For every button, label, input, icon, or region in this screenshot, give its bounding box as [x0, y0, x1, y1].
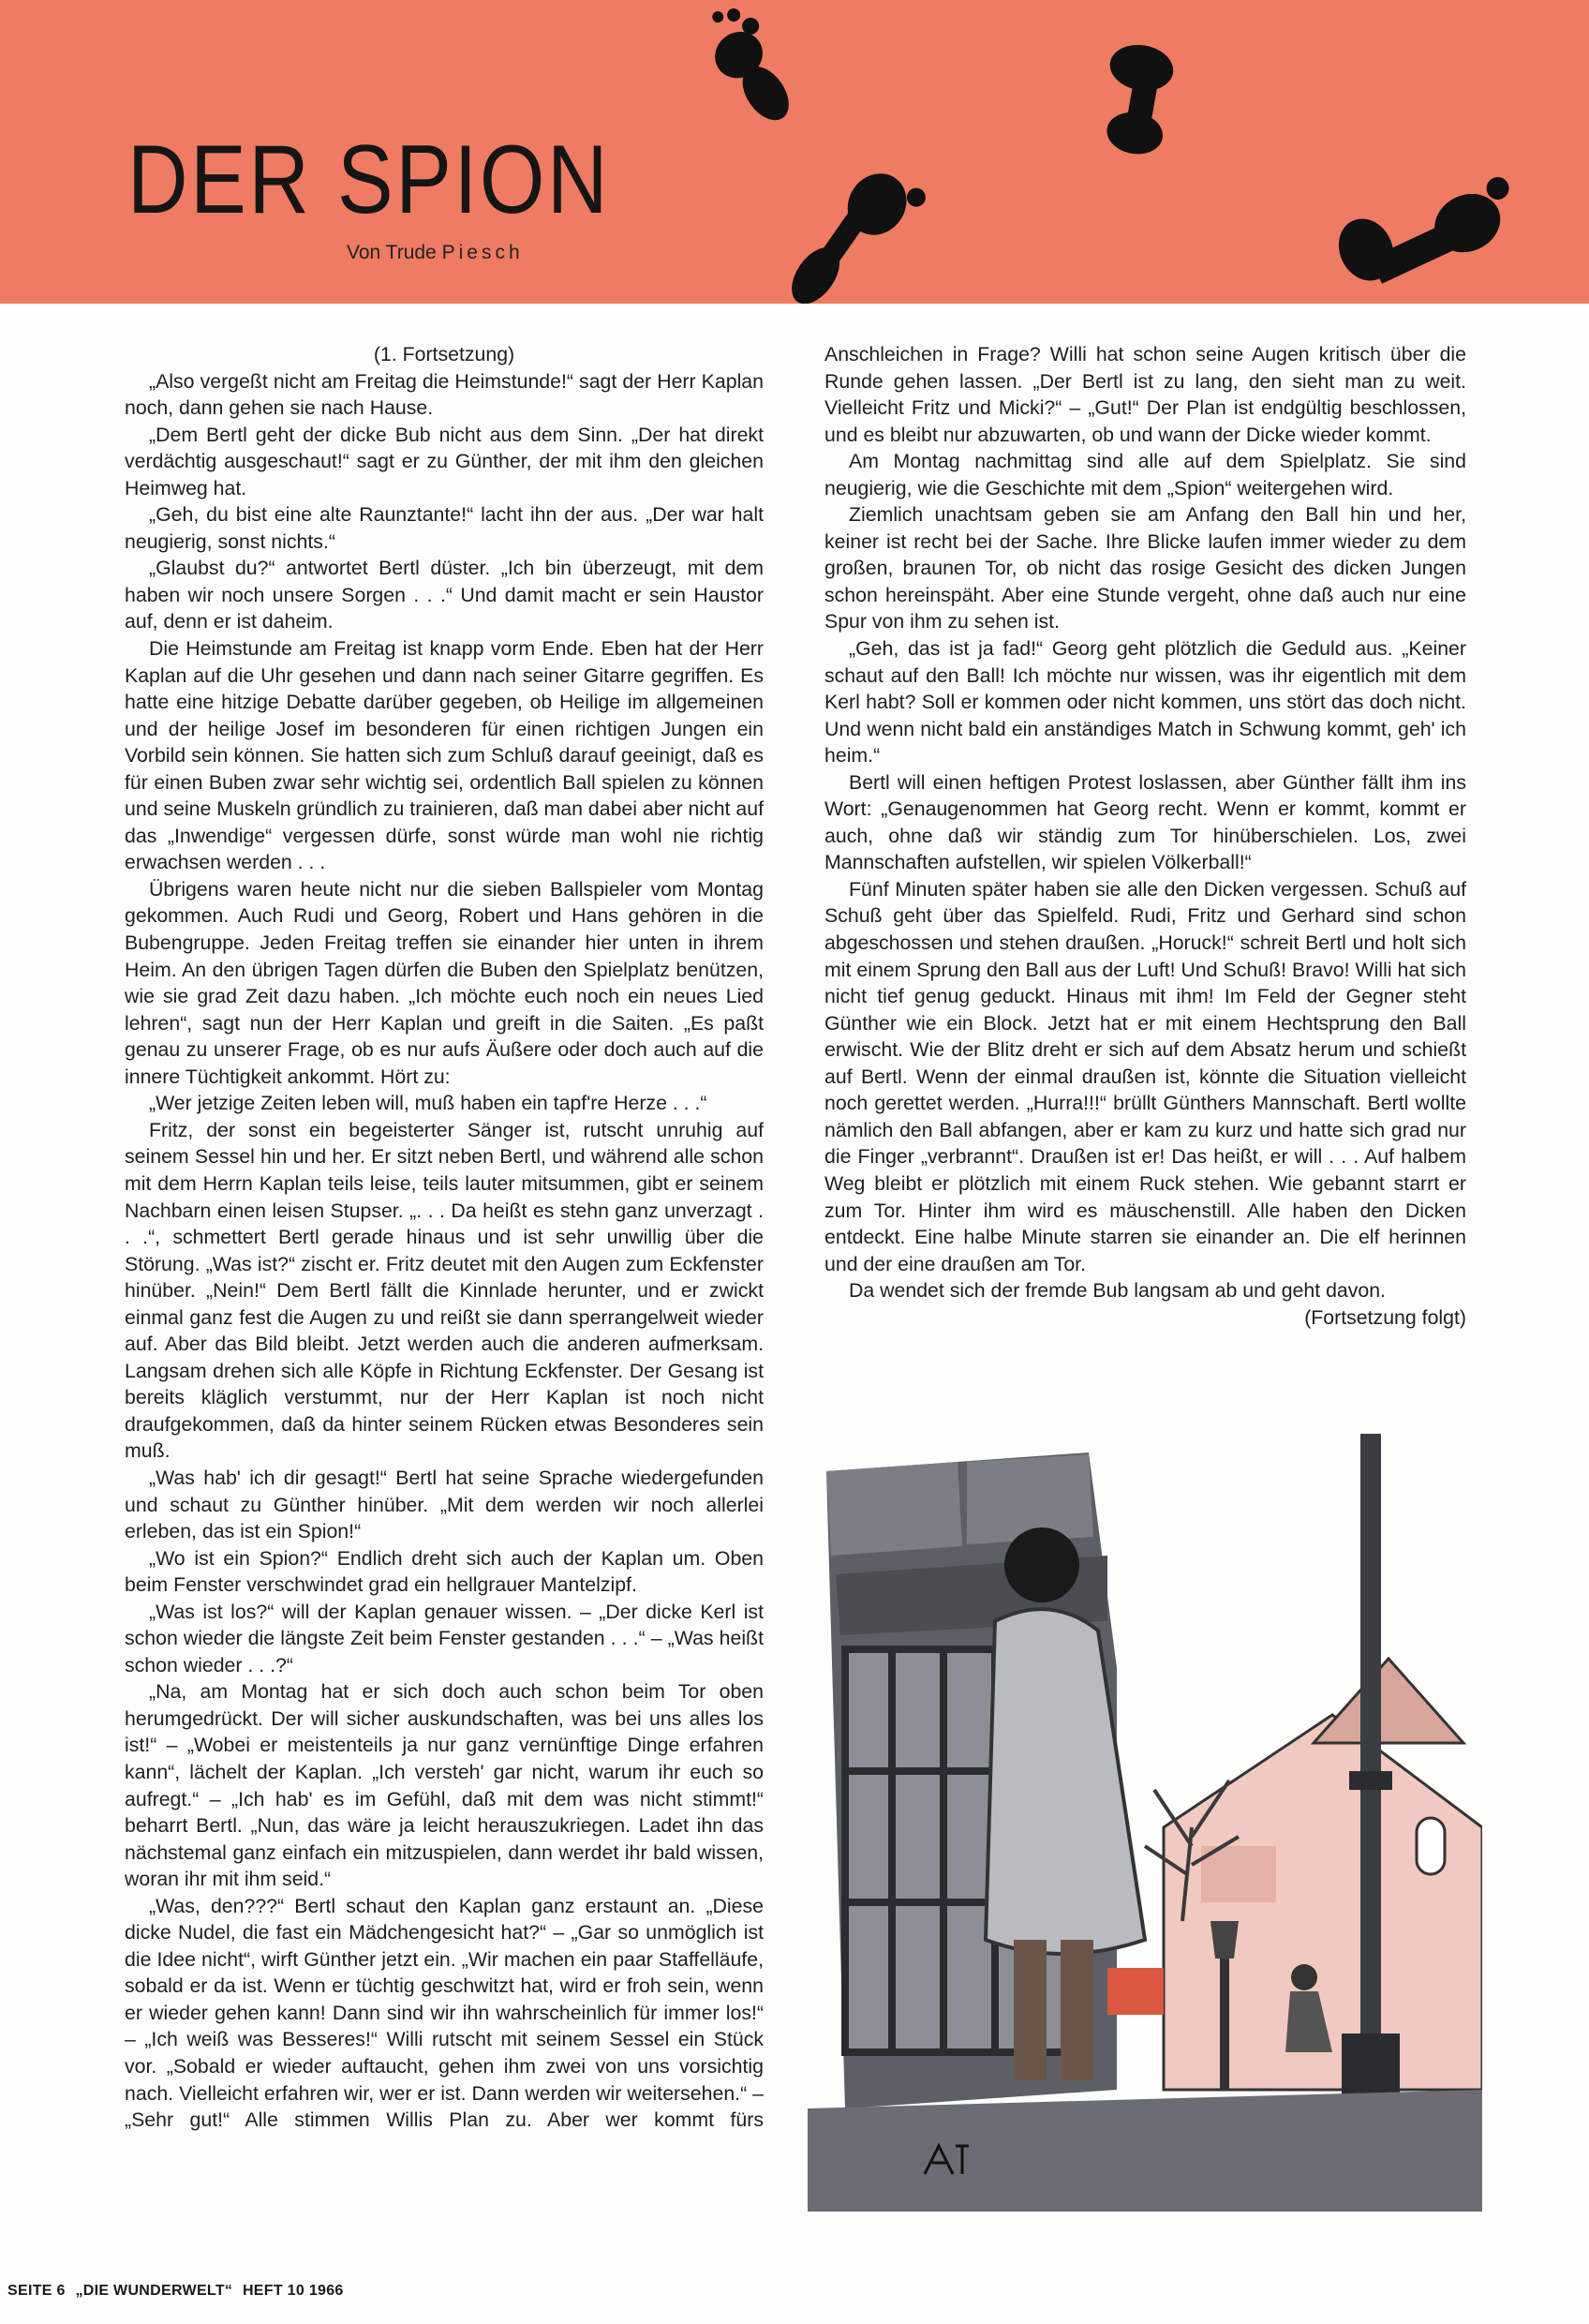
byline-prefix: Von Trude	[347, 242, 437, 263]
text-column-right	[824, 341, 1466, 1331]
story-illustration	[808, 1434, 1482, 2212]
paragraph: Fünf Minuten später haben sie alle den Dicken vergessen. Schuß auf Schuß geht über das Spielfeld. Rudi, Fritz und Gerhard sind schon abgeschossen und stehen draußen. „Horuck!“ schreit Bertl und holt sich mit einem Sprung den Ball aus der Luft! Und Schuß! Bravo! Willi hat sich nicht tief genug geduckt. Hinaus mit ihm! Im Feld der Gegner steht Günther wie ein Block. Jetzt hat er mit einem Hechtsprung den Ball erwischt. Wie der Blitz dreht er sich auf dem Absatz herum und schießt auf Bertl. Wenn der einmal draußen ist, könnte die Situation vielleicht noch gerettet werden. „Hurra!!!“ brüllt Günthers Mannschaft. Bertl wollte nämlich den Ball abfangen, aber er kam zu kurz und hatte sich grad nur die Finger „verbrannt“. Draußen ist er! Das heißt, er will . . . Auf halbem Weg bleibt er plötzlich mit einem Ruck stehen. Wie gebannt starrt er zum Tor. Hinter ihm wird es mäuschenstill. Alle haben den Dicken entdeckt. Eine halbe Minute starren sie einander an. Die elf herinnen und der eine draußen am Tor.	[824, 877, 1466, 1275]
footprint-icon	[1095, 40, 1178, 158]
paragraph: „Na, am Montag hat er sich doch auch schon beim Tor oben herumgedrückt. Der will sicher auskundschaften, was bei uns alles los ist!“ – „Wobei er meistenteils ja nur ganz vernünftige Dinge erfahren kann“, lächelt der Kaplan. „Ich versteh' gar nicht, warum ihr euch so aufregt.“ – „Ich hab' es im Gefühl, daß mit dem was nicht stimmt!“ beharrt Bertl. „Nun, das wäre ja leicht herauszukriegen. Ladet ihn das nächstemal ganz einfach ein mitzuspielen, dann werdet ihr bald wissen, woran ihr mit ihm seid.“	[125, 1680, 764, 1891]
paragraph: Ziemlich unachtsam geben sie am Anfang den Ball hin und her, keiner ist recht bei der Sache. Ihre Blicke laufen immer wieder zu dem großen, braunen Tor, ob nicht das rosige Gesicht des dicken Jungen schon hereinspäht. Aber eine Stunde vergeht, ohne daß auch nur eine Spur von ihm zu sehen ist.	[824, 503, 1466, 633]
magazine-name: „DIE WUNDERWELT“	[75, 2283, 233, 2299]
cobblestone-ground	[808, 2090, 1482, 2212]
footprint-icon	[782, 157, 929, 304]
left-paragraphs	[125, 368, 764, 2134]
footprint-icon	[1329, 155, 1527, 304]
author-byline	[347, 242, 524, 264]
page-footer	[7, 2283, 349, 2300]
page-number: SEITE 6	[7, 2283, 66, 2299]
paragraph: „Was ist los?“ will der Kaplan genauer wissen. – „Der dicke Kerl ist schon wieder die längste Zeit beim Fenster gestanden . . .“ – „Was heißt schon wieder . . .?“	[125, 1600, 764, 1676]
paragraph: „Geh, du bist eine alte Raunztante!“ lacht ihn der aus. „Der war halt neugierig, sonst nichts.“	[125, 503, 764, 553]
issue-info: HEFT 10 1966	[242, 2283, 344, 2299]
paragraph: Am Montag nachmittag sind alle auf dem Spielplatz. Sie sind neugierig, wie die Geschichte mit dem „Spion“ weitergehen wird.	[824, 450, 1466, 499]
text-column-left	[125, 341, 764, 2134]
paragraph: „Was hab' ich dir gesagt!“ Bertl hat seine Sprache wiedergefunden und schaut zu Günther hinüber. „Mit dem werden wir noch allerlei erleben, das ist ein Spion!“	[125, 1466, 764, 1543]
paragraph: „Also vergeßt nicht am Freitag die Heimstunde!“ sagt der Herr Kaplan noch, dann gehen sie nach Hause.	[125, 369, 764, 420]
paragraph: „Wer jetzige Zeiten leben will, muß haben ein tapf're Herze . . .“	[149, 1092, 707, 1115]
paragraph: „Glaubst du?“ antwortet Bertl düster. „Ich bin überzeugt, mit dem haben wir noch unsere Sorgen . . .“ Und damit macht er sein Haustor auf, denn er ist daheim.	[125, 557, 764, 633]
paragraph: Fritz, der sonst ein begeisterter Sänger ist, rutscht unruhig auf seinem Sessel hin und her. Er sitzt neben Bertl, und während alle schon mit dem Herrn Kaplan teils leise, teils lauter mitsummen, gibt er seinem Nachbarn einen leisen Stupser. „. . . Da heißt es stehn ganz unverzagt . . .“, schmettert Bertl gerade hinaus und ist sehr unwillig über die Störung. „Was ist?“ zischt er. Fritz deutet mit den Augen zum Eckfenster hinüber. „Nein!“ Dem Bertl fällt die Kinnlade herunter, und er zwickt einmal ganz fest die Augen zu und reißt sie dann sperrangelweit wieder auf. Aber das Bild bleibt. Jetzt werden auch die anderen aufmerksam. Langsam drehen sich alle Köpfe in Richtung Eckfenster. Der Gesang ist bereits kläglich verstummt, nur der Herr Kaplan ist noch nicht draufgekommen, daß da hinter seinem Rücken etwas Besonderes sein muß.	[125, 1118, 764, 1463]
installment-label: (1. Fortsetzung)	[373, 343, 515, 365]
paragraph: „Was, den???“ Bertl schaut den Kaplan ganz erstaunt an. „Diese dicke Nudel, die fast ein Mädchengesicht hat?“ – „Gar so unmöglich ist die Idee nicht“, wirft Günther jetzt ein. „Wir machen ein paar Staffelläufe, sobald er da ist. Wenn er tüchtig geschwitzt hat, wird er froh sein, wenn er wieder gehen kann! Dann sind wir ihn wahrscheinlich für immer los!“ – „Ich weiß was Besseres!“ Willi rutscht mit seinem Sessel ein Stück vor. „Sobald er wieder auftaucht, gehen ihm zwei von uns vorsichtig nach. Vielleicht erfahren wir, wer er ist. Dann werden wir weitersehen.“ – „Sehr gut!“ Alle stimmen Willis Plan zu. Aber wer kommt fürs	[125, 1894, 764, 2132]
paragraph: Anschleichen in Frage? Willi hat schon seine Augen kritisch über die Runde gehen lassen. „Der Bertl ist zu lang, den sieht man zu weit. Vielleicht Fritz und Micki?“ – „Gut!“ Der Plan ist endgültig beschlossen, und es bleibt nur abzuwarten, ob und wann der Dicke wieder kommt.	[824, 343, 1466, 446]
article-title: DER SPION	[127, 126, 611, 234]
author-surname: Piesch	[441, 242, 524, 263]
paragraph: „Wo ist ein Spion?“ Endlich dreht sich auch der Kaplan um. Oben beim Fenster verschwindet grad ein hellgrauer Mantelzipf.	[125, 1546, 764, 1597]
title-banner	[0, 0, 1589, 304]
paragraph: „Dem Bertl geht der dicke Bub nicht aus dem Sinn. „Der hat direkt verdächtig ausgeschaut!“ sagt er zu Günther, der mit ihm den gleichen Heimweg hat.	[125, 423, 764, 499]
paragraph: Übrigens waren heute nicht nur die sieben Ballspieler vom Montag gekommen. Auch Rudi und Georg, Robert und Hans gehören in die Bubengruppe. Jeden Freitag treffen sie einander hier unten in ihrem Heim. An den übrigen Tagen dürfen die Buben den Spielplatz benützen, wie sie grad Zeit dazu haben. „Ich möchte euch noch ein neues Lied lehren“, sagt nun der Herr Kaplan und greift in die Saiten. „Es paßt genau zu unserer Frage, ob es nur aufs Äußere oder doch auch auf die innere Tüchtigkeit ankommt. Hört zu:	[125, 877, 764, 1088]
to-be-continued: (Fortsetzung folgt)	[1304, 1305, 1466, 1329]
right-paragraphs	[824, 341, 1466, 1304]
paragraph: Die Heimstunde am Freitag ist knapp vorm Ende. Eben hat der Herr Kaplan auf die Uhr gesehen und dann nach seiner Gitarre gegriffen. Es hatte eine hitzige Debatte darüber gegeben, ob Heilige im allgemeinen und der heilige Josef im besonderen für einen richtigen Jungen ein Vorbild sein können. Sie hatten sich zum Schluß darauf geeinigt, daß es für einen Buben zwar sehr wichtig sei, ordentlich Ball spielen zu können und seine Muskeln gründlich zu trainieren, daß man dabei aber nicht auf das „Inwendige“ vergessen dürfe, sonst würde man wohl nie richtig erwachsen werden . . .	[125, 637, 764, 874]
paragraph: Da wendet sich der fremde Bub langsam ab und geht davon.	[849, 1279, 1387, 1303]
footprint-icon	[691, 0, 810, 132]
paragraph: „Geh, das ist ja fad!“ Georg geht plötzlich die Geduld aus. „Keiner schaut auf den Ball! Ich möchte nur wissen, was ihr eigentlich mit dem Kerl habt? Soll er kommen oder nicht kommen, uns stört das doch nicht. Und wenn nicht bald ein anständiges Match in Schwung kommt, geh' ich heim.“	[824, 637, 1466, 767]
paragraph: Bertl will einen heftigen Protest loslassen, aber Günther fällt ihm ins Wort: „Genaugenommen hat Georg recht. Wenn er kommt, kommt er auch, ohne daß wir ständig zum Tor hinüberschielen. Los, zwei Mannschaften aufstellen, wir spielen Völkerball!“	[824, 770, 1466, 874]
